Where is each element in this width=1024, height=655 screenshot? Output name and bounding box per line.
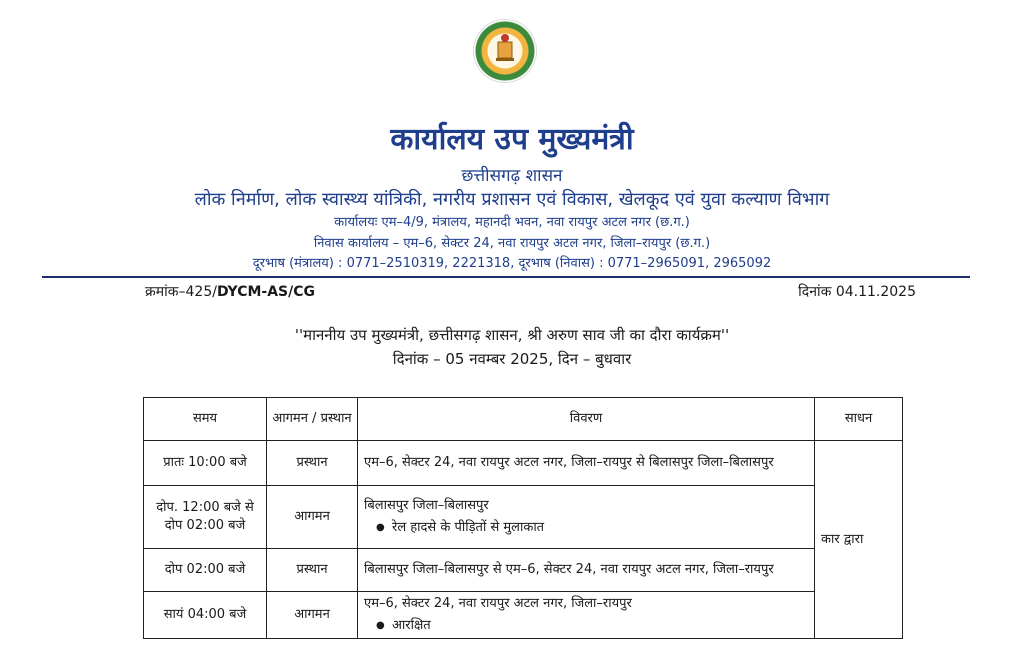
phone-numbers: दूरभाष (मंत्रालय) : 0771–2510319, 2221318, दूरभाष (निवास) : 0771–2965091, 2965092 — [252, 256, 772, 271]
row-detail — [358, 486, 815, 549]
table-row — [144, 486, 903, 549]
row-time: दोप 02:00 बजे — [144, 549, 267, 592]
row-time: सायं 04:00 बजे — [144, 592, 267, 639]
schedule-table — [143, 397, 903, 639]
row-type: आगमन — [267, 592, 358, 639]
program-title: ''माननीय उप मुख्यमंत्री, छत्तीसगढ़ शासन, श्री अरुण साव जी का दौरा कार्यक्रम'' — [294, 326, 730, 344]
header-type: आगमन / प्रस्थान — [267, 398, 358, 441]
program-date: दिनांक – 05 नवम्बर 2025, दिन – बुधवार — [392, 350, 632, 368]
row-bullet: ● रेल हादसे के पीड़ितों से मुलाकात — [392, 519, 808, 537]
row-type: प्रस्थान — [267, 549, 358, 592]
office-address: कार्यालयः एम–4/9, मंत्रालय, महानदी भवन, नवा रायपुर अटल नगर (छ.ग.) — [334, 215, 690, 230]
office-title: कार्यालय उप मुख्यमंत्री — [390, 122, 634, 157]
row-detail-text: एम–6, सेक्टर 24, नवा रायपुर अटल नगर, जिला–रायपुर — [364, 596, 632, 611]
residence-address: निवास कार्यालय – एम–6, सेक्टर 24, नवा रायपुर अटल नगर, जिला–रायपुर (छ.ग.) — [313, 236, 711, 251]
header-detail: विवरण — [358, 398, 815, 441]
departments-line: लोक निर्माण, लोक स्वास्थ्य यांत्रिकी, नगरीय प्रशासन एवं विकास, खेलकूद एवं युवा कल्याण विभाग — [194, 189, 830, 210]
emblem-icon — [474, 20, 536, 82]
travel-mode: कार द्वारा — [815, 441, 903, 639]
table-row — [144, 441, 903, 486]
row-detail-text: बिलासपुर जिला–बिलासपुर — [364, 498, 489, 513]
header-divider — [42, 276, 970, 278]
row-time: प्रातः 10:00 बजे — [144, 441, 267, 486]
header-time: समय — [144, 398, 267, 441]
row-detail — [358, 592, 815, 639]
row-bullet: ● आरक्षित — [392, 617, 808, 635]
row-time: दोप. 12:00 बजे से दोप 02:00 बजे — [144, 486, 267, 549]
row-type: प्रस्थान — [267, 441, 358, 486]
government-name: छत्तीसगढ़ शासन — [461, 166, 563, 186]
table-row — [144, 549, 903, 592]
row-type: आगमन — [267, 486, 358, 549]
header-mode: साधन — [815, 398, 903, 441]
reference-code: DYCM-AS/CG — [216, 284, 316, 300]
reference-number — [145, 283, 315, 301]
table-row — [144, 592, 903, 639]
row-detail: बिलासपुर जिला–बिलासपुर से एम–6, सेक्टर 24, नवा रायपुर अटल नगर, जिला–रायपुर — [358, 549, 815, 592]
state-emblem — [474, 20, 536, 82]
issue-date: दिनांक 04.11.2025 — [798, 284, 916, 300]
reference-prefix: क्रमांक–425/ — [145, 284, 217, 300]
row-detail: एम–6, सेक्टर 24, नवा रायपुर अटल नगर, जिला–रायपुर से बिलासपुर जिला–बिलासपुर — [358, 441, 815, 486]
